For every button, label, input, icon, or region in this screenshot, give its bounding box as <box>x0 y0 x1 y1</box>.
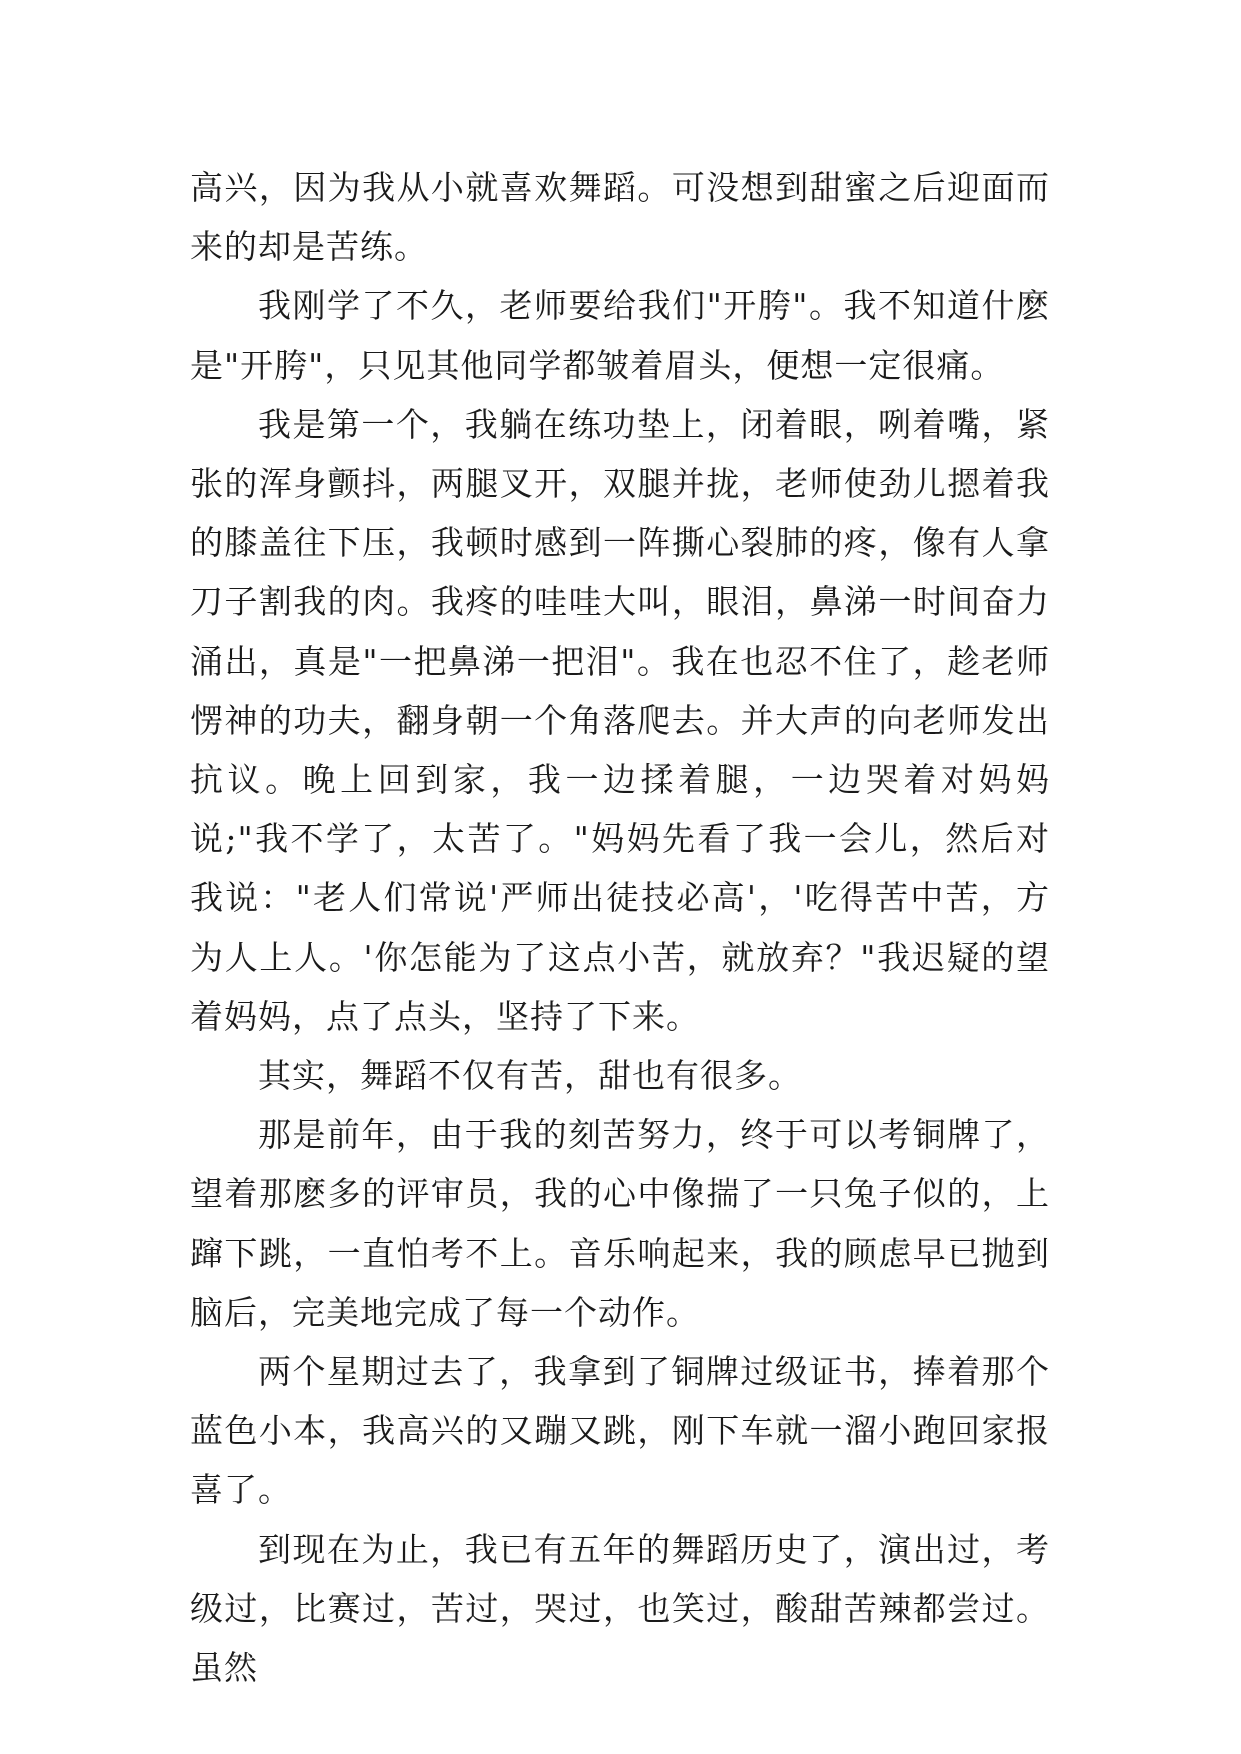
paragraph: 那是前年，由于我的刻苦努力，终于可以考铜牌了，望着那麽多的评审员，我的心中像揣了一只兔子似的，上蹿下跳，一直怕考不上。音乐响起来，我的顾虑早已抛到脑后，完美地完成了每一个动作。 <box>190 1115 1050 1332</box>
essay-body <box>190 158 1050 1697</box>
paragraph: 我刚学了不久，老师要给我们"开胯"。我不知道什麽是"开胯"，只见其他同学都皱着眉头，便想一定很痛。 <box>190 286 1050 385</box>
paragraph: 到现在为止，我已有五年的舞蹈历史了，演出过，考级过，比赛过，苦过，哭过，也笑过，酸甜苦辣都尝过。虽然 <box>190 1529 1050 1688</box>
paragraph: 高兴，因为我从小就喜欢舞蹈。可没想到甜蜜之后迎面而来的却是苦练。 <box>190 168 1050 267</box>
paragraph: 两个星期过去了，我拿到了铜牌过级证书，捧着那个蓝色小本，我高兴的又蹦又跳，刚下车就一溜小跑回家报喜了。 <box>190 1352 1050 1510</box>
paragraph: 我是第一个，我躺在练功垫上，闭着眼，咧着嘴，紧张的浑身颤抖，两腿叉开，双腿并拢，老师使劲儿摁着我的膝盖往下压，我顿时感到一阵撕心裂肺的疼，像有人拿刀子割我的肉。我疼的哇哇大叫，眼泪，鼻涕一时间奋力涌出，真是"一把鼻涕一把泪"。我在也忍不住了，趁老师愣神的功夫，翻身朝一个角落爬去。并大声的向老师发出抗议。晚上回到家，我一边揉着腿，一边哭着对妈妈说;"我不学了，太苦了。"妈妈先看了我一会儿，然后对我说："老人们常说'严师出徒技必高'，'吃得苦中苦，方为人上人。'你怎能为了这点小苦，就放弃？"我迟疑的望着妈妈，点了点头，坚持了下来。 <box>190 404 1050 1036</box>
paragraph: 其实，舞蹈不仅有苦，甜也有很多。 <box>258 1056 802 1096</box>
